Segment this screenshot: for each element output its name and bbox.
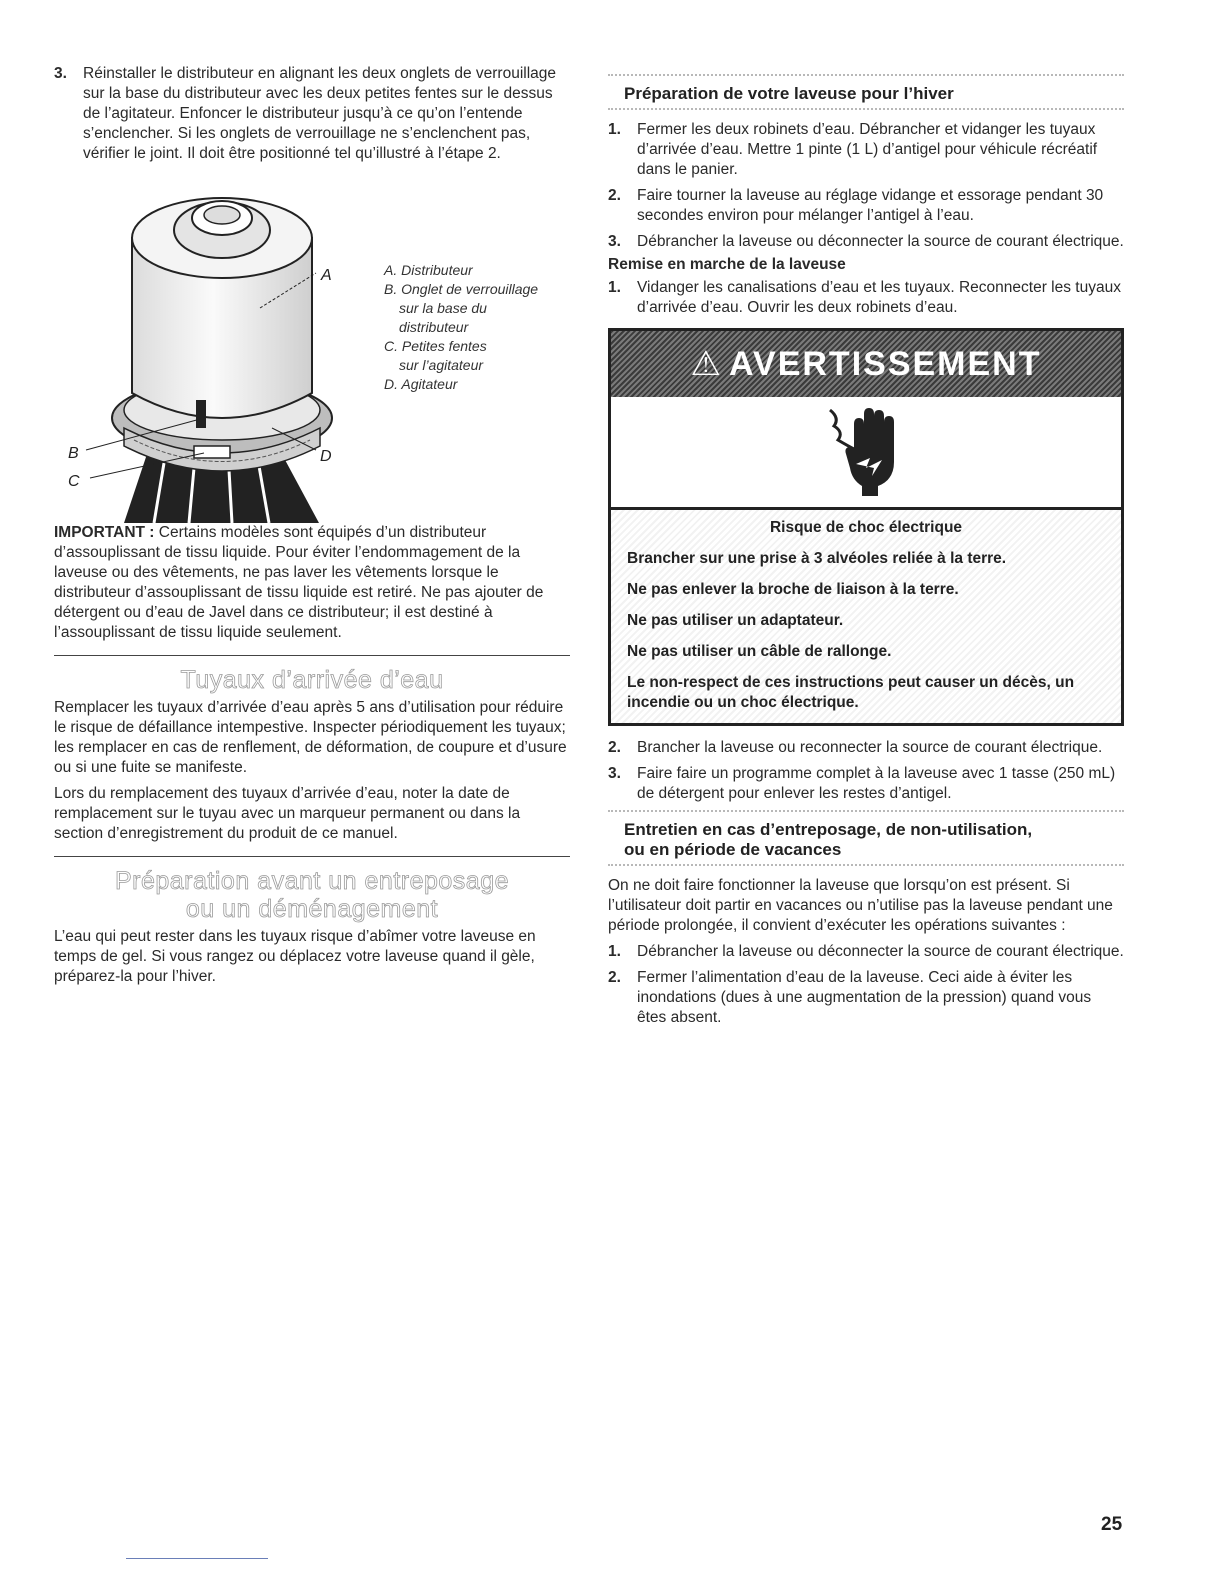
item-number: 2.	[608, 187, 621, 204]
warning-line: Ne pas utiliser un câble de rallonge.	[627, 643, 892, 660]
warning-line: Le non-respect de ces instructions peut causer un décès, un incendie ou un choc électrique.	[627, 674, 1075, 711]
restart-heading: Remise en marche de la laveuse	[608, 256, 846, 273]
left-column	[54, 64, 570, 987]
warning-icon-area	[611, 397, 1121, 510]
vacation-intro: On ne doit faire fonctionner la laveuse que lorsqu’on est présent. Si l’utilisateur doit partir en vacances ou n’utilise pas la laveuse pendant une période prolongée, il convient d’exécuter les opérations suivantes :	[608, 877, 1113, 934]
warning-line: Ne pas utiliser un adaptateur.	[627, 612, 844, 629]
divider	[54, 856, 570, 857]
important-label: IMPORTANT :	[54, 524, 155, 541]
warning-text	[611, 510, 1121, 723]
item-text: Vidanger les canalisations d’eau et les tuyaux. Reconnecter les tuyaux d’arrivée d’eau. Ouvrir les deux robinets d’eau.	[637, 279, 1121, 316]
label-d: D	[320, 448, 332, 465]
restart-item-2	[608, 738, 1124, 758]
warning-triangle-icon: ⚠	[690, 345, 723, 383]
dispenser-figure	[54, 178, 570, 523]
hoses-paragraph-2: Lors du remplacement des tuyaux d’arrivée d’eau, noter la date de remplacement sur le tuyau avec un marqueur permanent ou dans la section d’enregistrement du produit de ce manuel.	[54, 785, 521, 842]
step-number: 3.	[54, 65, 67, 82]
item-text: Débrancher la laveuse ou déconnecter la source de courant électrique.	[637, 943, 1124, 960]
label-b: B	[68, 445, 79, 462]
winter-item-3	[608, 232, 1124, 252]
dispenser-illustration	[54, 178, 384, 523]
section-title-hoses: Tuyaux d’arrivée d’eau	[180, 666, 444, 694]
divider	[54, 655, 570, 656]
electric-shock-hand-icon	[826, 406, 906, 498]
warning-banner	[611, 331, 1121, 397]
item-number: 2.	[608, 969, 621, 986]
legend-b	[384, 281, 538, 335]
restart-item-1	[608, 278, 1124, 318]
restart-item-3	[608, 764, 1124, 804]
winter-item-1	[608, 120, 1124, 180]
item-text: Fermer les deux robinets d’eau. Débrancher et vidanger les tuyaux d’arrivée d’eau. Mettre 1 pinte (1 L) d’antigel pour véhicule récréatif dans le panier.	[637, 121, 1098, 178]
step-3	[54, 64, 570, 164]
item-text: Faire faire un programme complet à la laveuse avec 1 tasse (250 mL) de détergent pour enlever les restes d’antigel.	[637, 765, 1116, 802]
winter-item-2	[608, 186, 1124, 226]
warning-box	[608, 328, 1124, 726]
vacation-item-2	[608, 968, 1124, 1028]
item-text: Brancher la laveuse ou reconnecter la source de courant électrique.	[637, 739, 1103, 756]
storage-paragraph: L’eau qui peut rester dans les tuyaux risque d’abîmer votre laveuse en temps de gel. Si vous rangez ou déplacez votre laveuse quand il gèle, préparez-la pour l’hiver.	[54, 928, 536, 985]
winter-heading: Préparation de votre laveuse pour l’hiver	[608, 74, 1124, 110]
label-c: C	[68, 473, 80, 490]
legend-b-line2: sur la base du	[399, 300, 487, 316]
legend-c-line2: sur l’agitateur	[399, 357, 484, 373]
warning-risk: Risque de choc électrique	[769, 519, 963, 536]
item-text: Fermer l’alimentation d’eau de la laveuse. Ceci aide à éviter les inondations (dues à une augmentation de la pression) quand vous êtes absent.	[637, 969, 1092, 1026]
item-text: Faire tourner la laveuse au réglage vidange et essorage pendant 30 secondes environ pour mélanger l’antigel à l’eau.	[637, 187, 1104, 224]
important-text: Certains modèles sont équipés d’un distributeur d’assouplissant de tissu liquide. Pour éviter l’endommagement de la laveuse ou des vêtements, ne pas laver les vêtements lorsque le distributeur d’assouplissant de tissu liquide est retiré. Ne pas ajouter de détergent ou d’eau de Javel dans ce distributeur; il est destiné à l’assouplissant de tissu liquide seulement.	[54, 524, 544, 641]
storage-title-line2: ou un déménagement	[185, 895, 439, 923]
item-number: 3.	[608, 233, 621, 250]
item-number: 1.	[608, 943, 621, 960]
vacation-item-1	[608, 942, 1124, 962]
legend-a: A. Distributeur	[384, 262, 473, 278]
important-note	[54, 523, 570, 643]
vacation-title-line2: ou en période de vacances	[624, 840, 842, 859]
winter-list	[608, 120, 1124, 252]
item-text: Débrancher la laveuse ou déconnecter la source de courant électrique.	[637, 233, 1124, 250]
item-number: 1.	[608, 121, 621, 138]
footer-rule	[126, 1558, 268, 1559]
legend-d: D. Agitateur	[384, 376, 458, 392]
legend-b-line3: distributeur	[399, 319, 469, 335]
step-text: Réinstaller le distributeur en alignant les deux onglets de verrouillage sur la base du distributeur avec les deux petites fentes sur le dessus de l’agitateur. Enfoncer le distributeur jusqu’à ce qu’on l’entende s’enclencher. Si les onglets de verrouillage ne s’enclenchent pas, vérifier le joint. Il doit être positionné tel qu’illustré à l’étape 2.	[83, 65, 557, 162]
right-column	[608, 74, 1124, 1034]
legend-b-line1: B. Onglet de verrouillage	[384, 281, 539, 297]
item-number: 3.	[608, 765, 621, 782]
warning-line: Brancher sur une prise à 3 alvéoles reliée à la terre.	[627, 550, 1007, 567]
warning-title: AVERTISSEMENT	[728, 344, 1042, 383]
legend-c-line1: C. Petites fentes	[384, 338, 487, 354]
figure-legend	[384, 262, 538, 395]
locking-tab	[196, 400, 206, 428]
page-number: 25	[1101, 1514, 1123, 1535]
storage-title-line1: Préparation avant un entreposage	[114, 867, 510, 895]
warning-line: Ne pas enlever la broche de liaison à la terre.	[627, 581, 959, 598]
hoses-paragraph-1: Remplacer les tuyaux d’arrivée d’eau après 5 ans d’utilisation pour réduire le risque de défaillance intempestive. Inspecter périodiquement les tuyaux; les remplacer en cas de renflement, de déformation, de coupure et d’usure ou si une fuite se manifeste.	[54, 699, 567, 776]
vacation-heading	[608, 810, 1124, 866]
label-a: A	[321, 267, 332, 284]
section-title-storage	[54, 867, 570, 923]
item-number: 2.	[608, 739, 621, 756]
vacation-title-line1: Entretien en cas d’entreposage, de non-utilisation,	[624, 820, 1033, 839]
legend-c	[384, 338, 538, 373]
item-number: 1.	[608, 279, 621, 296]
